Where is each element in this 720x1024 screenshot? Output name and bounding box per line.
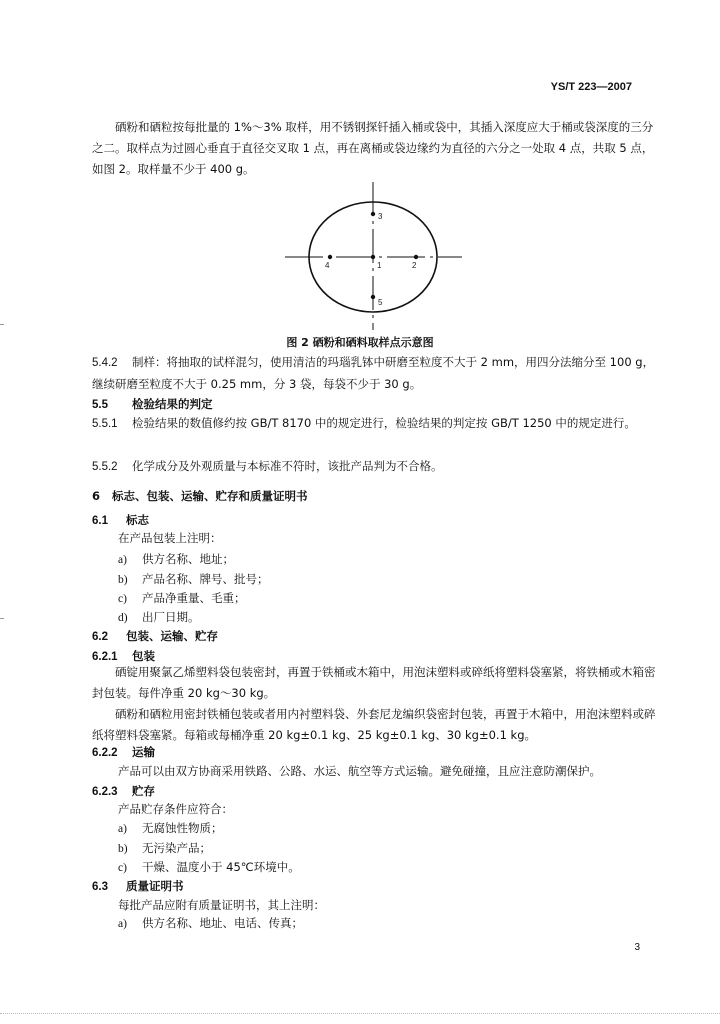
sample-point-1 (371, 255, 375, 259)
section-title: 运输 (132, 745, 155, 759)
section-text: 化学成分及外观质量与本标准不符时，该批产品判为不合格。 (132, 459, 443, 473)
list-item: a) 供方名称、地址； (118, 552, 234, 566)
storage-intro: 产品贮存条件应符合： (118, 802, 233, 816)
section-6-3-heading (92, 878, 184, 895)
list-item: b) 产品名称、牌号、批号； (118, 572, 269, 586)
section-number: 6.2.1 (92, 651, 118, 663)
transport-text: 产品可以由双方协商采用铁路、公路、水运、航空等方式运输。避免碰撞，且应注意防潮保护。 (118, 764, 601, 778)
sample-point-3 (371, 212, 375, 216)
section-title: 包装 (132, 649, 155, 663)
section-title: 标志、包装、运输、贮存和质量证明书 (112, 489, 308, 503)
point-label-1: 1 (377, 261, 382, 270)
section-6-2-2-heading (92, 744, 155, 761)
section-number: 6 (92, 489, 101, 503)
section-text: 检验结果的数值修约按 GB/T 8170 中的规定进行，检验结果的判定按 GB/T 1250 中的规定进行。 (132, 416, 636, 430)
section-5-4-2 (92, 352, 664, 395)
sample-point-2 (414, 255, 418, 259)
page-number: 3 (634, 942, 640, 953)
section-number: 5.5.1 (92, 418, 118, 430)
list-item: b) 无污染产品； (118, 841, 211, 855)
section-title: 质量证明书 (126, 879, 184, 893)
section-6-1-heading (92, 512, 149, 529)
section-title: 标志 (126, 513, 149, 527)
section-number: 5.5 (92, 399, 108, 411)
intro-paragraph: 硒粉和硒粒按每批量的 1%～3% 取样，用不锈钢探钎插入桶或袋中，其插入深度应大于桶或袋深度的三分之二。取样点为过圆心垂直于直径交叉取 1 点，再在离桶或袋边缘约为直径的六分之一处取 4 点，共取 5 点，如图 2。取样量不少于 400 g。 (92, 120, 654, 176)
standard-code: YS/T 223—2007 (550, 81, 632, 93)
scan-bottom-edge (0, 1013, 720, 1020)
section-text: 制样：将抽取的试样混匀，使用清洁的玛瑙乳钵中研磨至粒度不大于 2 mm，用四分法缩分至 100 g，继续研磨至粒度不大于 0.25 mm，分 3 袋，每袋不少于 30 g。 (92, 355, 655, 391)
section-title: 检验结果的判定 (132, 397, 213, 411)
point-label-4: 4 (325, 261, 330, 270)
figure-caption: 图 2 硒粉和硒料取样点示意图 (286, 336, 434, 349)
sampling-diagram (0, 0, 720, 340)
certificate-intro: 每批产品应附有质量证明书，其上注明： (118, 898, 325, 912)
point-label-2: 2 (412, 261, 417, 270)
section-number: 6.1 (92, 515, 108, 527)
marking-intro: 在产品包装上注明： (118, 531, 222, 545)
sample-point-4 (328, 255, 332, 259)
section-number: 6.2 (92, 631, 108, 643)
section-title: 贮存 (132, 784, 155, 798)
packaging-paragraph-ingot: 硒锭用聚氯乙烯塑料袋包装密封，再置于铁桶或木箱中，用泡沫塑料或碎纸将塑料袋塞紧，将铁桶或木箱密封包装。每件净重 20 kg～30 kg。 (92, 665, 656, 700)
section-number: 6.2.2 (92, 747, 118, 759)
scan-edge-mark (0, 324, 4, 325)
section-6-2-3-heading (92, 783, 155, 800)
point-label-3: 3 (378, 212, 383, 221)
sample-point-5 (371, 295, 375, 299)
point-label-5: 5 (378, 298, 383, 307)
packaging-paragraph-powder: 硒粉和硒粒用密封铁桶包装或者用内衬塑料袋、外套尼龙编织袋密封包装，再置于木箱中，用泡沫塑料或碎纸将塑料袋塞紧。每箱或每桶净重 20 kg±0.1 kg、25 kg±0.1 kg、30 kg±0.1 kg。 (92, 707, 656, 742)
list-item: d) 出厂日期。 (118, 610, 200, 624)
section-5-5-heading (92, 396, 213, 413)
section-6-heading (92, 488, 308, 504)
list-item: c) 产品净重量、毛重； (118, 591, 246, 605)
list-item: c) 干燥、温度小于 45℃环境中。 (118, 860, 300, 874)
section-number: 6.3 (92, 881, 108, 893)
list-item: a) 供方名称、地址、电话、传真； (118, 916, 303, 930)
section-5-5-2 (92, 458, 443, 475)
scan-edge-mark (0, 618, 4, 619)
section-title: 包装、运输、贮存 (126, 629, 218, 643)
section-number: 6.2.3 (92, 786, 118, 798)
section-6-2-heading (92, 628, 218, 645)
section-5-5-1 (92, 413, 664, 435)
list-item: a) 无腐蚀性物质； (118, 821, 223, 835)
section-number: 5.5.2 (92, 461, 118, 473)
section-number: 5.4.2 (92, 357, 118, 369)
